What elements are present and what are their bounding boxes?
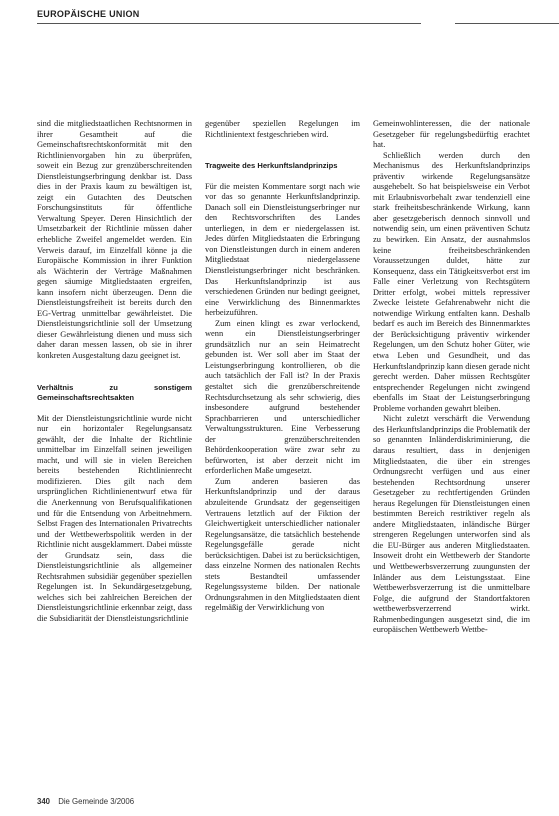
paragraph: Zum einen klingt es zwar verlockend, wenn ein Dienstleistungserbringer grundsätzlich nur an sein Heimatrecht gebunden ist. Wer soll aber im Staat der Leistungserbringung kontrollieren, ob die auch tatsächlich der Fall ist? In der Praxis gestaltet sich die grenzüberschreitende Rechtsdurchsetzung als sehr schwierig, dies insbesondere aufgrund bestehender Sprachbarrieren und unterschiedlicher Verwaltungsstrukturen. Eine Verbesserung der grenzüberschreitenden Behördenkooperation wäre zwar sehr zu befürworten, ist aber derzeit nicht im erforderlichen Maße umgesetzt. (205, 318, 360, 476)
section-heading: Tragweite des Herkunftslandprinzips (205, 161, 338, 171)
section-heading: Verhältnis zu sonstigem Gemeinschaftsrechtsakten (37, 382, 192, 403)
paragraph: Nicht zuletzt verschärft die Verwendung des Herkunftslandprinzips die Problematik der so genannten Inländerdiskriminierung, die daraus resultiert, dass in denjenigen Mitgliedstaaten, die über ein strenges Ordnungsrecht verfügen und aus einer bestehenden Rechtsordnung unserer Gesetzgeber zu rechtfertigenden Gründen heraus Regelungen für Dienstleistungen einen bestimmten Bereich restriktiver regeln als andere Mitgliedstaaten, inländische Bürger strengeren Regelungen unterworfen sind als die EU-Bürger aus anderen Mitgliedstaaten. Insoweit droht ein Wettbewerb der Standorte und Wettbewerbsverzerrung zuungunsten der Inländer aus dem Leistungsstaat. Eine Wettbewerbsverzerrung ist die unmittelbare Folge, die aufgrund der Standortfaktoren wettbewerbsverzerrend wirkt. Rahmenbedingungen ausgesetzt sind, die im europäischen Wettbewerb Wettbe- (373, 414, 530, 635)
paragraph: Mit der Dienstleistungsrichtlinie wurde nicht nur ein horizontaler Regelungsansatz gewählt, der die Inhalte der Richtlinie unmittelbar im Einzelfall seinen jeweiligen macht, und will sie in vielen Bereichen bereits bestehenden Richtlinienrecht modifizieren. Dies gilt nach dem ursprünglichen Richtlinienentwurf etwa für die Anerkennung von Berufsqualifikationen und für die Entsendung von Arbeitnehmern. Selbst Fragen des Internationalen Privatrechts und der Wettbewerbspolitik werden in der Richtlinie nicht ausgeklammert. Dabei müsste der Grundsatz sein, dass die Dienstleistungsrichtlinie als allgemeiner Rechtsrahmen subsidiär gegenüber speziellen Regelungen ist. In Sekundärgesetzgebung, welches sich bei zahlreichen Bereichen der Dienstleistungsrichtlinie erkennbar zeigt, dass die Subsidiarität der Dienstleistungsrichtlinie (37, 413, 192, 623)
header-rule-right (455, 23, 559, 24)
paragraph: Schließlich werden durch den Mechanismus des Herkunftslandprinzips präventiv wirkende Regelungsansätze ausgehebelt. So hat beispielsweise ein Verbot mit Erlaubnisvorbehalt zwar tendenziell eine stark freiheitsbeschränkende Wirkung, kann aber gesetzgeberisch dennoch sinnvoll und notwendig sein, um einen präventiven Schutz zu bewirken. Ein Ansatz, der ausnahmslos keine freiheitsbeschränkenden Voraussetzungen duldet, hätte zur Konsequenz, dass ein Tätigkeitsverbot erst im Falle einer Verletzung von Rechtsgütern Dritter erfolgt, wobei mittels repressiver Zwecke leistete Gefahrenabwehr nicht die notwendige Wirkung entfalten kann. Deshalb bedarf es auch im Bereich des Binnenmarktes der Berücksichtigung präventiv wirkender Regelungen, um den Schutz hoher Güter, wie etwa Leben und Gesundheit, und das Herkunftslandprinzip kann diesen gerade nicht gerecht werden. Daher müssen Rechtsgüter entsprechender Regelungen nicht zwingend ebenfalls im Staat der Leistungserbringung Probleme vorhanden gewahrt bleiben. (373, 150, 530, 413)
text-column-right (373, 119, 530, 636)
header-rule (37, 23, 421, 24)
page-number: 340 (37, 797, 51, 806)
running-header (37, 9, 559, 19)
paragraph: gegenüber speziellen Regelungen im Richtlinientext festgeschrieben wird. (205, 119, 360, 139)
paragraph: Zum anderen basieren das Herkunftslandprinzip und der daraus abzuleitende Grundsatz der gegenseitigen Vertrauens letztlich auf der Fiktion der Gleichwertigkeit unterschiedlicher nationaler Regelungsansätze, die tatsächlich bestehende Regelungsgefälle gerade nicht berücksichtigen. Dabei ist zu berücksichtigen, dass einzelne Normen des nationalen Rechts stets Bestandteil umfassender Regelungssysteme bilden. Der nationale Ordnungsrahmen in den Mitgliedstaaten dient regelmäßig der Verwirklichung von (205, 476, 360, 613)
text-column-middle (205, 119, 360, 614)
paragraph: sind die mitgliedstaatlichen Rechtsnormen in ihrer Gesamtheit auf die Gemeinschaftsrechtskonformität mit den Richtlinienvorgaben hin zu überprüfen, soweit ein Bezug zur grenzüberschreitenden Dienstleistungserbringung denkbar ist. Dass dies in der Praxis kaum zu bewältigen ist, zeigt ein Gutachten des Deutschen Forschungsinstituts für öffentliche Verwaltung Speyer. Deren Hinsichtlich der Umsetzbarkeit der Richtlinie müssen daher erhebliche Zweifel angemeldet werden. Ein Verweis darauf, im Einzelfall könne ja die Europäische Kommission in ihrer Funktion als Wächterin der Verträge Maßnahmen gegen säumige Mitgliedstaaten ergreifen, kann insofern nicht überzeugen. Denn die Dienstleistungsfreiheit ist bereits durch den EG-Vertrag unmittelbar gewährleistet. Die Dienstleistungsrichtlinie soll der Umsetzung dieser Gewährleistung dienen und muss sich daher daran messen lassen, ob sie in ihrer konkreten Ausgestaltung dazu geeignet ist. (37, 119, 192, 361)
paragraph: Für die meisten Kommentare sorgt nach wie vor das so genannte Herkunftslandprinzip. Danach soll ein Dienstleistungserbringer nur den Rechtsvorschriften des Landes unterliegen, in dem er niedergelassen ist. Jedes dürfen Mitgliedstaaten die Erbringung von Dienstleistungen durch in einem anderen Mitgliedstaat niedergelassene Dienstleistungserbringer nicht beschränken. Das Herkunftslandprinzip ist aus verschiedenen Gründen nur bedingt geeignet, eine Verwirklichung des Binnenmarktes herbeizuführen. (205, 181, 360, 318)
paragraph: Gemeinwohlinteressen, die der nationale Gesetzgeber für regelungsbedürftig erachtet hat. (373, 119, 530, 150)
section-title: EUROPÄISCHE UNION (37, 9, 140, 19)
text-column-left (37, 119, 192, 625)
journal-citation: Die Gemeinde 3/2006 (58, 797, 135, 806)
page-footer (37, 797, 134, 806)
